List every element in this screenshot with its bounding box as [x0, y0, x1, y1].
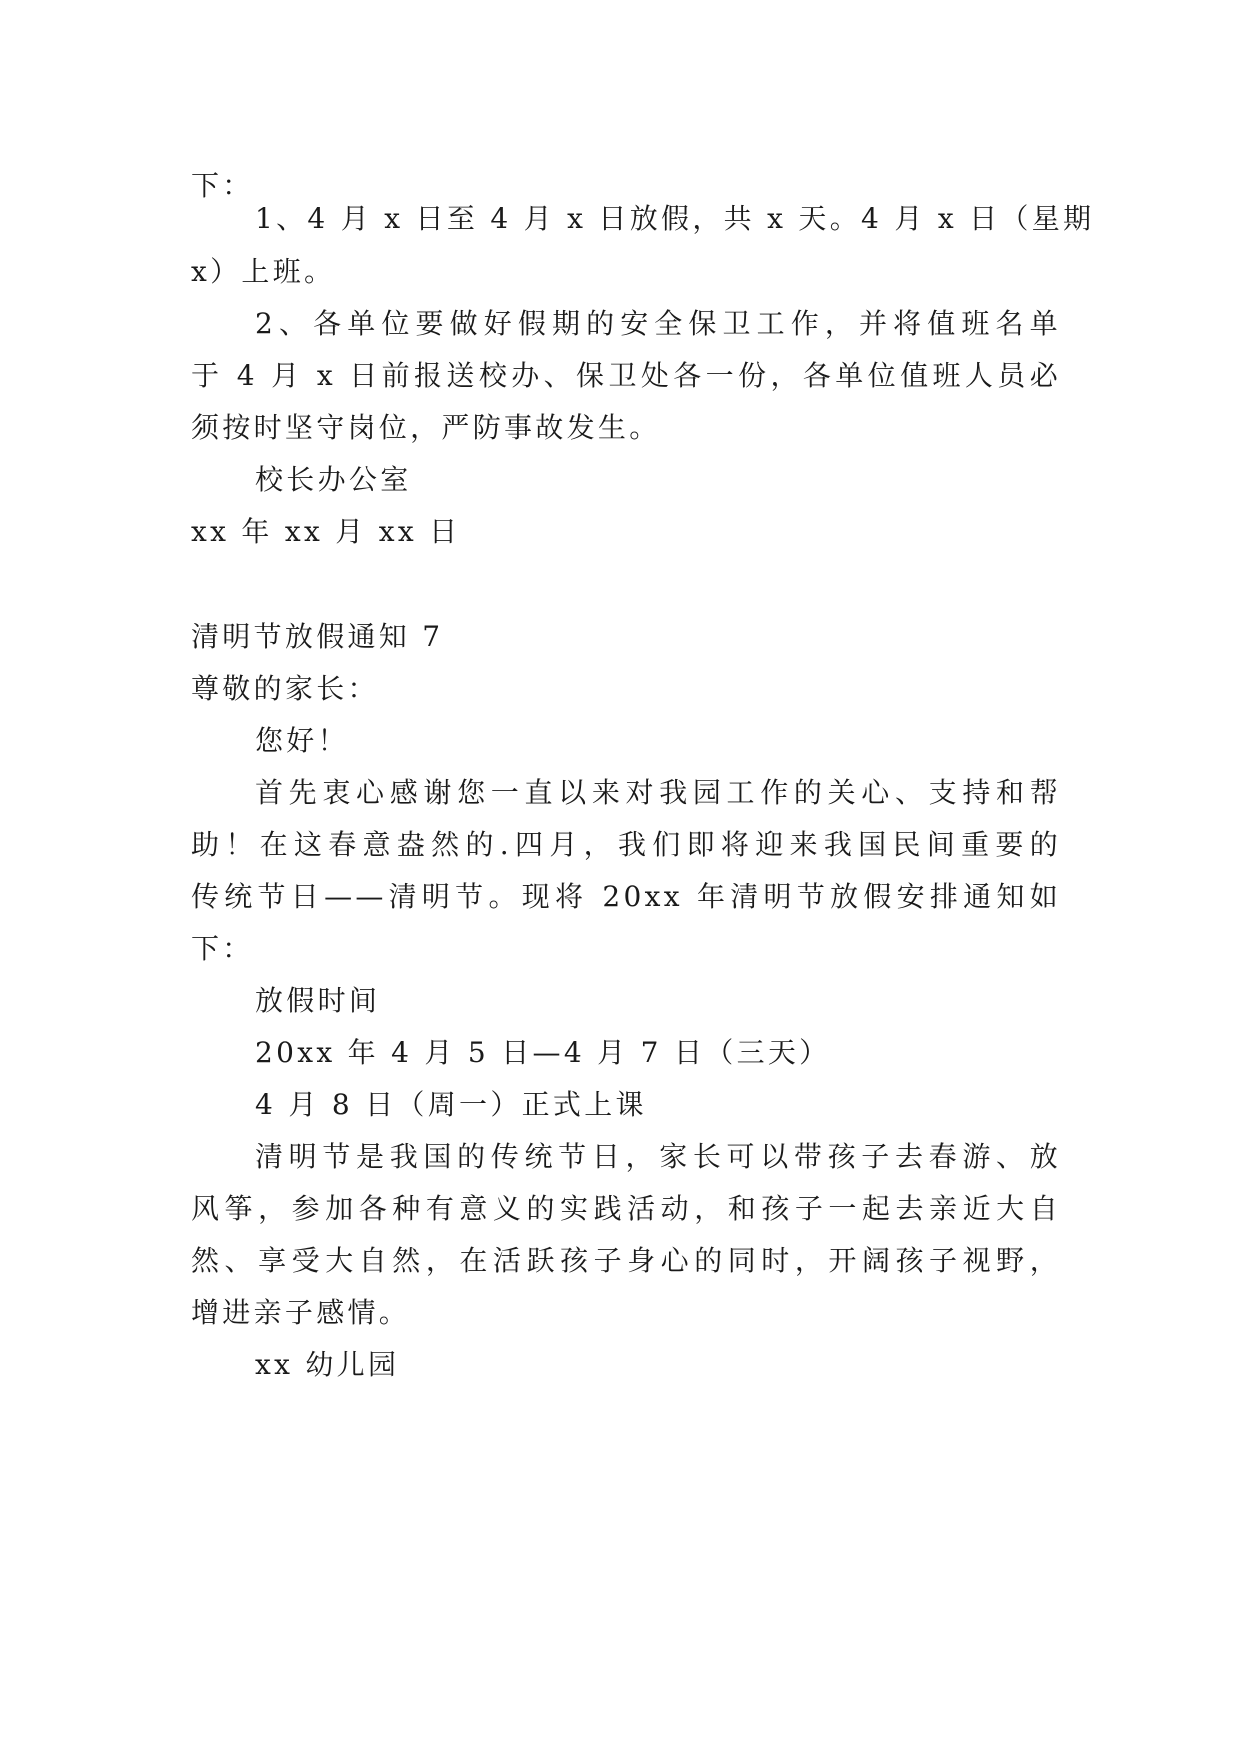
text-line: 2、各单位要做好假期的安全保卫工作，并将值班名单	[255, 307, 1061, 340]
text-line: 1、4 月 x 日至 4 月 x 日放假，共 x 天。4 月 x 日（星期	[255, 202, 1095, 235]
greeting: 您好！	[255, 724, 349, 757]
resume-date: 4 月 8 日（周一）正式上课	[255, 1088, 647, 1121]
text-line: 增进亲子感情。	[191, 1296, 411, 1329]
text-line: 须按时坚守岗位，严防事故发生。	[191, 411, 661, 444]
salutation: 尊敬的家长：	[191, 672, 379, 705]
text-line: 清明节是我国的传统节日，家长可以带孩子去春游、放	[255, 1140, 1061, 1173]
text-line: 然、享受大自然，在活跃孩子身心的同时，开阔孩子视野，	[191, 1244, 1061, 1277]
holiday-dates: 20xx 年 4 月 5 日—4 月 7 日（三天）	[255, 1036, 831, 1069]
signature-date: xx 年 xx 月 xx 日	[191, 515, 461, 548]
text-line: 助！在这春意盎然的.四月，我们即将迎来我国民间重要的	[191, 828, 1061, 861]
text-line: 于 4 月 x 日前报送校办、保卫处各一份，各单位值班人员必	[191, 359, 1061, 392]
text-line: 下：	[191, 169, 254, 202]
signature-office: 校长办公室	[255, 463, 412, 496]
holiday-heading: 放假时间	[255, 984, 381, 1017]
text-line: 风筝，参加各种有意义的实践活动，和孩子一起去亲近大自	[191, 1192, 1061, 1225]
text-line: 下：	[191, 932, 254, 965]
section-title: 清明节放假通知 7	[191, 620, 444, 653]
text-line: 传统节日——清明节。现将 20xx 年清明节放假安排通知如	[191, 880, 1061, 913]
text-line: x）上班。	[191, 255, 336, 288]
text-line: 首先衷心感谢您一直以来对我园工作的关心、支持和帮	[255, 776, 1061, 809]
signature-kindergarten: xx 幼儿园	[255, 1348, 400, 1381]
